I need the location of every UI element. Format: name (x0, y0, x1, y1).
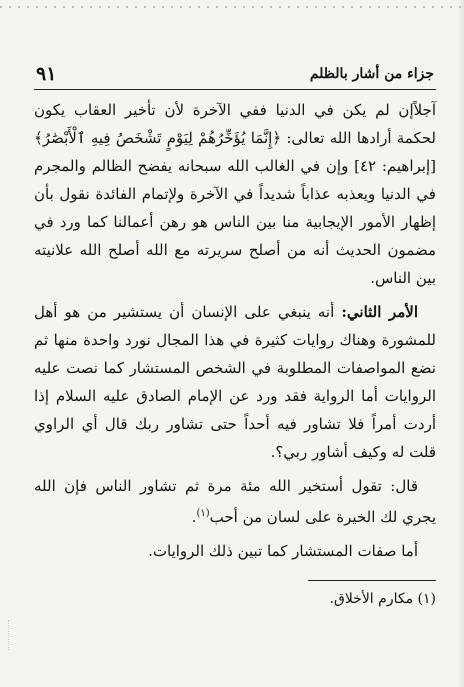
text-line: الصادق عليه السلام إذا أردت أمراً فلا تشاور فيه أحداً حتى تشاور (34, 387, 436, 433)
paragraph-2 (34, 298, 436, 466)
text-line: [إبراهيم: ٤٢] وإن في الغالب الله سبحانه يفضح الظالم والمجرم (34, 157, 436, 175)
text-line: في الدنيا ويعذبه عذاباً شديداً في الآخرة ولإتمام الفائدة نقول (59, 185, 436, 203)
text-line: أهل للمشورة وهناك روايات كثيرة في هذا المجال نورد واحدة (34, 303, 436, 349)
page-number: ٩١ (36, 63, 57, 85)
paragraph-3: قال: تقول أستخير الله مئة مرة ثم تشاور الناس فإن الله يجري لك الخيرة على لسان من أحب$^{(١)}$. (34, 477, 436, 526)
text-line: ربك قال أي الراوي قلت له وكيف أشاور ربي؟. (34, 415, 436, 461)
text-line: نصت عليه الروايات أما الرواية فقد ورد عن الإمام (34, 359, 436, 405)
footnote-number: (١) (417, 591, 436, 607)
text-line: قال: تقول أستخير الله مئة مرة ثم تشاور الناس فإن الله (34, 477, 418, 495)
text-line: ورد في مضمون الحديث أنه من أصلح سريرته مع الله أصلح (34, 213, 436, 259)
paragraph-4 (34, 537, 436, 565)
text-line: آجلاًإن لم يكن في الدنيا ففي الآخرة لأن تأخير العقاب يكون (34, 101, 436, 119)
body-text (34, 96, 436, 565)
footnote (136, 588, 436, 610)
section-heading: الأمر الثاني: (341, 303, 418, 321)
scan-edge-noise (0, 6, 464, 8)
footnote-marker: (١) (196, 508, 210, 519)
page-edge-shadow (458, 0, 464, 687)
scan-margin-marks (8, 620, 23, 650)
footnote-rule (308, 580, 436, 581)
text-line: منها ثم نضع المواصفات المطلوبة في الشخص المستشار كما (34, 331, 436, 377)
header-rule (34, 89, 436, 90)
page-header (34, 63, 434, 88)
text-line: أنه ينبغي على الإنسان أن يستشير من هو (64, 303, 335, 321)
running-title: جزاء من أشار بالظلم (309, 66, 434, 82)
text-line: بأن إظهار الأمور الإيجابية منا بين الناس هو رهن أعمالنا كما (34, 185, 436, 231)
text-line: الله علانيته بين الناس. (34, 241, 436, 287)
footnote-text: مكارم الأخلاق. (329, 591, 414, 607)
paragraph-1 (34, 96, 436, 292)
text-line: لحكمة أرادها الله تعالى: ﴿إِنَّمَا يُؤَخِّرُهُمْ لِيَوْمٍ تَشْخَصُ فِيهِ ٱلْأَبْصَٰرُ﴾ (34, 129, 436, 147)
text-line: أما صفات المستشار كما تبين ذلك الروايات. (148, 542, 418, 560)
text-line: يجري لك الخيرة على لسان من أحب (209, 508, 436, 526)
